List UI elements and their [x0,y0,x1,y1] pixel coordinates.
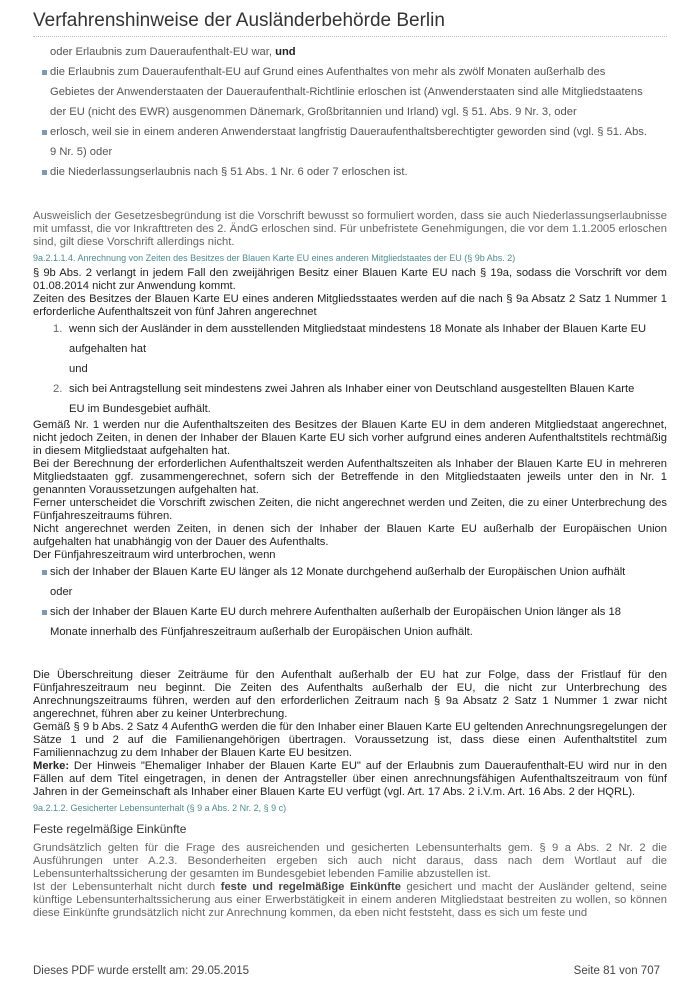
numbered-item [33,319,667,379]
page-header [33,10,667,37]
item-line: sich bei Antragstellung seit mindestens zwei Jahren als Inhaber einer von Deutschland ausgestellten Blauen Karte [69,383,635,395]
list-item [33,62,667,122]
continuation-line [50,42,667,62]
bullet-square-icon [42,170,47,175]
bullet-line: oder [50,586,73,598]
item-line: und [69,363,88,375]
item-line: wenn sich der Ausländer in dem ausstellenden Mitgliedstaat mindestens 18 Monate als Inhaber der Blauen Karte EU [69,323,647,335]
paragraph: Ferner unterscheidet die Vorschrift zwischen Zeiten, die nicht angerechnet werden und Zeiten, die zu einer Unterbrechung des Fünfjahreszeitraums führen. [33,497,667,522]
paragraph: § 9b Abs. 2 verlangt in jedem Fall den zweijährigen Besitz einer Blauen Karte EU nach § 19a, sodass die Vorschrift vor dem 01.08.2014 nicht zur Anwendung kommt. [33,267,667,292]
bullet-square-icon [42,130,47,135]
item-line: aufgehalten hat [69,343,147,355]
list-item [33,602,667,642]
list-item [33,162,667,182]
paragraph: Nicht angerechnet werden Zeiten, in denen sich der Inhaber der Blauen Karte EU außerhalb der Europäischen Union aufgehalten hat unabhängig von der Dauer des Aufenthalts. [33,523,667,548]
list-item [33,562,667,602]
document-body [33,42,667,920]
bold-text: feste und regelmäßige Einkünfte [220,881,401,893]
footer-created-date: Dieses PDF wurde erstellt am: 29.05.2015 [33,965,250,977]
numbered-item [33,379,667,419]
text-part: gesichert und macht der Ausländer geltend, seine künftige Lebensunterhaltssicherung aus einer Erwerbstätigkeit in einem anderen Mitgliedstaat bestreiten zu wollen, so können diese Einkünfte grundsätzlich nicht zur Anrechnung kommen, da eben nicht feststeht, dass es sich um feste und [33,881,667,919]
list-item [33,122,667,162]
bullet-line: Monate innerhalb des Fünfjahreszeitraum außerhalb der Europäischen Union aufhält. [50,626,473,638]
paragraph: Bei der Berechnung der erforderlichen Aufenthaltszeit werden Aufenthaltszeiten als Inhaber der Blauen Karte EU in mehreren Mitgliedstaaten ggf. zusammengerechnet, sofern sich der Betreffende in den Mitgliedstaaten jeweils unter den in Nr. 1 genannten Voraussetzungen aufgehalten hat. [33,458,667,496]
page-title: Verfahrenshinweise der Ausländerbehörde Berlin [33,10,445,31]
paragraph: Gemäß Nr. 1 werden nur die Aufenthaltszeiten des Besitzes der Blauen Karte EU in dem anderen Mitgliedstaat angerechnet, nicht jedoch Zeiten, in denen der Inhaber der Blauen Karte EU sich vorher aufgrund eines anderen Aufenthaltstitels rechtmäßig in diesem Mitgliedstaat aufgehalten hat. [33,419,667,457]
paragraph-justification: Ausweislich der Gesetzesbegründung ist die Vorschrift bewusst so formuliert worden, dass sie auch Niederlassungserlaubnisse mit umfasst, die vor Inkrafttreten des 2. ÄndG erloschen sind. Für unbefristete Genehmigungen, die vor dem 1.1.2005 erloschen sind, gilt diese Vorschrift allerdings nicht. [33,210,667,248]
bullet-square-icon [42,610,47,615]
paragraph: Die Überschreitung dieser Zeiträume für den Aufenthalt außerhalb der EU hat zur Folge, dass der Fristlauf für den Fünfjahreszeitraum neu beginnt. Die Zeiten des Aufenthalts außerhalb der EU, die nicht zur Unterbrechung des Anrechnungszeitraums führen, werden auf den erforderlichen Zeitraum nach § 9a Absatz 2 Satz 1 Nummer 1 zwar nicht angerechnet, führen aber zu keiner Unterbrechung. [33,669,667,720]
paragraph-note [33,760,667,799]
bullet-square-icon [42,570,47,575]
section-heading: Feste regelmäßige Einkünfte [33,822,187,836]
bullet-line: sich der Inhaber der Blauen Karte EU durch mehrere Aufenthalten außerhalb der Europäischen Union länger als 18 [50,606,621,618]
bullet-line: Gebietes der Anwenderstaaten der Daueraufenthalt-Richtlinie erloschen ist (Anwenderstaaten sind alle Mitgliedstaatens [50,86,643,98]
note-text: Der Hinweis "Ehemaliger Inhaber der Blauen Karte EU" auf der Erlaubnis zum Daueraufenthalt-EU wird nur in den Fällen auf dem Titel eingetragen, in denen der Antragsteller über einen anrechnungsfähigen Aufenthaltszeitraum von fünf Jahren in der Gemeinschaft als Inhaber einer Blauen Karte EU verfügt (vgl. Art. 17 Abs. 2 i.V.m. Art. 16 Abs. 2 der HQRL). [33,760,667,798]
item-number: 2. [53,383,63,395]
paragraph [33,881,667,920]
section-reference-income: 9a.2.1.2. Gesicherter Lebensunterhalt (§ 9 a Abs. 2 Nr. 2, § 9 c) [33,803,287,813]
paragraph: Grundsätzlich gelten für die Frage des ausreichenden und gesicherten Lebensunterhalts gem. § 9 a Abs. 2 Nr. 2 die Ausführungen unter A.2.3. Besonderheiten ergeben sich auch nicht daraus, dass nach dem Wortlaut auf die Lebensunterhaltssicherung der gesamten im Bundesgebiet lebenden Familie abzustellen ist. [33,842,667,880]
page-footer [33,965,667,977]
note-label: Merke: [33,760,70,772]
item-line: EU im Bundesgebiet aufhält. [69,403,211,415]
section-reference-blue-card: 9a.2.1.1.4. Anrechnung von Zeiten des Besitzes der Blauen Karte EU eines anderen Mitgliedstaates der EU (§ 9b Abs. 2) [33,253,516,263]
bullet-line: die Erlaubnis zum Daueraufenthalt-EU auf Grund eines Aufenthaltes von mehr als zwölf Monaten außerhalb des [50,66,606,78]
bullet-square-icon [42,70,47,75]
paragraph: Gemäß § 9 b Abs. 2 Satz 4 AufenthG werden die für den Inhaber einer Blauen Karte EU geltenden Anrechnungsregelungen der Sätze 1 und 2 auf die Familienangehörigen übertragen. Voraussetzung ist, dass diese einen Aufenthaltstitel zum Familiennachzug zu dem Inhaber der Blauen Karte EU besitzen. [33,721,667,759]
item-number: 1. [53,323,63,335]
bullet-line: die Niederlassungserlaubnis nach § 51 Abs. 1 Nr. 6 oder 7 erloschen ist. [50,166,408,178]
footer-page-number: Seite 81 von 707 [573,965,660,977]
bullet-line: 9 Nr. 5) oder [50,146,113,158]
text-part: Ist der Lebensunterhalt nicht durch [33,881,221,893]
and-bold: und [275,46,296,58]
bullet-line: erlosch, weil sie in einem anderen Anwenderstaat langfristig Daueraufenthaltsberechtigter geworden sind (vgl. § 51. Abs. [50,126,648,138]
paragraph: Der Fünfjahreszeitraum wird unterbrochen, wenn [33,549,276,561]
continuation-text: oder Erlaubnis zum Daueraufenthalt-EU war, [50,46,276,58]
bullet-line: der EU (nicht des EWR) ausgenommen Dänemark, Großbritannien und Irland) vgl. § 51. Abs. 9 Nr. 3, oder [50,106,577,118]
paragraph: Zeiten des Besitzes der Blauen Karte EU eines anderen Mitgliedsstaates werden auf die nach § 9a Absatz 2 Satz 1 Nummer 1 erforderliche Aufenthaltszeit von fünf Jahren angerechnet [33,293,667,318]
bullet-line: sich der Inhaber der Blauen Karte EU länger als 12 Monate durchgehend außerhalb der Europäischen Union aufhält [50,566,626,578]
